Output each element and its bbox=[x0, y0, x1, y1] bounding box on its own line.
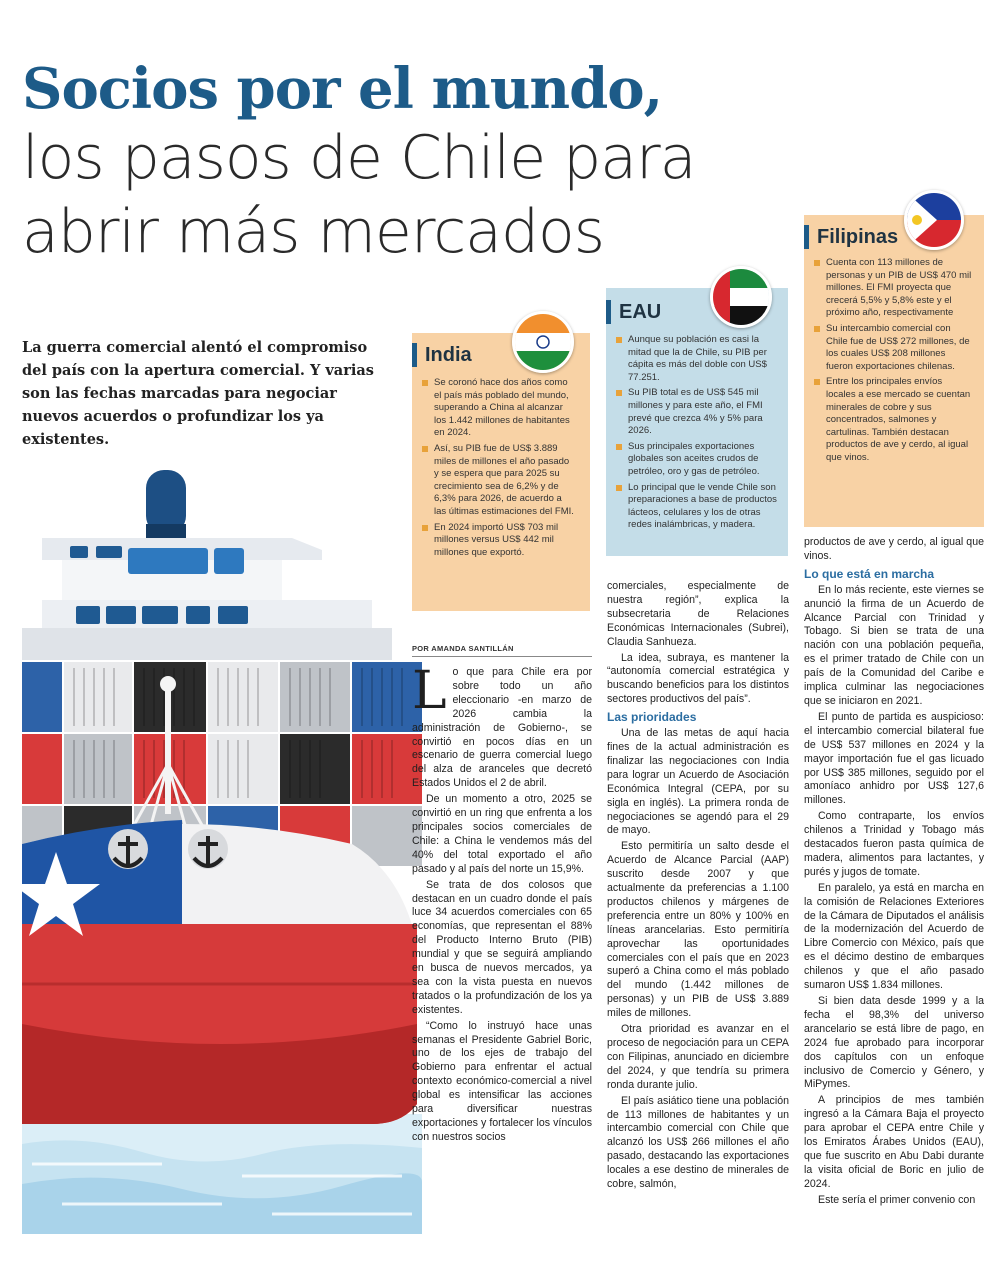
list-item: Su intercambio comercial con Chile fue de US$ 272 millones, de los cuales US$ 208 millones fueron exportaciones chilenas. bbox=[808, 323, 972, 373]
article-column-2 bbox=[607, 580, 789, 1194]
eau-box bbox=[606, 288, 788, 556]
article-column-1: Lo que para Chile era por sobre todo un año eleccionario -en marzo de 2026 cambia la administración de Gobierno-, se convirtió en pocos días en un escenario de guerra comercial luego del alza de aranceles que decretó Estados Unidos el 2 de abril. De un momento a otro, 2025 se convirtió en un ring que enfrenta a los principales socios comerciales de Chile: a China le vendemos más del 40% del total exportado el año pasado y al país del norte un 15,9%. Se trata de dos colosos que destacan en un cuadro donde el país luce 34 acuerdos comerciales con 65 economías, que representan el 88% del Producto Interno Bruto (PIB) mundial y que se seguirá ampliando en busca de nuevos mercados, ya sea con la vista puesta en nuevos tratados o la profundización de los ya existentes. “Como lo instruyó hace unas semanas el Presidente Gabriel Boric, uno de los ejes de trabajo del Gobierno para enfrentar el actual contexto económico-comercial a nivel global es intensificar las acciones para diversificar nuestras exportaciones y fortalecer los vínculos con nuestros socios bbox=[412, 661, 592, 1143]
list-item: Entre los principales envíos locales a ese mercado se cuentan minerales de cobre y sus concentrados, salmones y cartulinas. También destacan productos de ave y cerdo, al igual que vinos. bbox=[808, 376, 972, 464]
paragraph: En lo más reciente, este viernes se anunció la firma de un Acuerdo de Alcance Parcial con Trinidad y Tobago. Si bien se trata de una nación con una población pequeña, es el primer tratado de Chile con un país de la Comunidad del Caribe e implica culminar las negociaciones que se iniciaron en 2021. bbox=[804, 583, 984, 707]
paragraph: Como contraparte, los envíos chilenos a Trinidad y Tobago más destacados fueron pasta química de madera, alimentos para lactantes, y purés y jugos de tomate. bbox=[804, 810, 984, 878]
india-box bbox=[412, 333, 590, 611]
lead-paragraph: La guerra comercial alentó el compromiso del país con la apertura comercial. Y varias son las fechas marcadas para negociar nuevos acuerdos o profundizar los ya existentes. bbox=[22, 339, 374, 448]
paragraph: En paralelo, ya está en marcha en la comisión de Relaciones Exteriores de la Cámara de Diputados el análisis de la modernización del Acuerdo de Libre Comercio con México, país que es el décimo destino de embarques chilenos y que el año pasado sumaron US$ 1.834 millones. bbox=[804, 881, 984, 992]
byline: POR AMANDA SANTILLÁN bbox=[412, 644, 514, 653]
drop-cap: L bbox=[412, 661, 447, 721]
list-item: Se coronó hace dos años como el país más poblado del mundo, superando a China al alcanzar los 1.442 millones de habitantes en 2024. bbox=[416, 377, 576, 440]
list-item: Lo principal que le vende Chile son preparaciones a base de productos lácteos, celulares y los de otras redes inalámbricas, y madera. bbox=[610, 482, 778, 532]
paragraph: “Como lo instruyó hace unas semanas el Presidente Gabriel Boric, uno de los ejes de trabajo del Gobierno para enfrentar el actual contexto económico-comercial a nivel global es intensificar las acciones para diversificar nuestras exportaciones y fortalecer los vínculos con nuestros socios bbox=[412, 1019, 592, 1143]
paragraph: Se trata de dos colosos que destacan en un cuadro donde el país luce 34 acuerdos comerciales con 65 economías, que representan el 88% del Producto Interno Bruto (PIB) mundial y que se seguirá ampliando en busca de nuevos mercados, ya sea con la vista puesta en nuevos tratados o la profundización de los ya existentes. bbox=[412, 878, 592, 1016]
paragraph: El país asiático tiene una población de 113 millones de habitantes y un intercambio comercial con Chile que alcanzó los US$ 266 millones el año pasado, destacando las exportaciones locales a ese destino de minerales de cobre, salmón, bbox=[607, 1094, 789, 1191]
subhead-prioridades: Las prioridades bbox=[607, 710, 697, 725]
list-item: Así, su PIB fue de US$ 3.889 miles de millones el año pasado y se espera que para 2025 su crecimiento sea de 6,2% y de 6,3% para 2026, de acuerdo a las últimas estimaciones del FMI. bbox=[416, 443, 576, 519]
headline-line-1: Socios por el mundo, bbox=[22, 56, 663, 122]
eau-list bbox=[610, 334, 778, 535]
list-item: Aunque su población es casi la mitad que la de Chile, su PIB per cápita es más del doble con US$ 77.251. bbox=[610, 334, 778, 384]
india-title: India bbox=[412, 343, 472, 367]
filipinas-list bbox=[808, 257, 972, 468]
paragraph: El punto de partida es auspicioso: el intercambio comercial bilateral fue de US$ 537 millones en 2024 y la mayor importación fue el gas licuado por US$ 385 millones, seguido por el amoníaco anhidro por US$ 127,6 millones. bbox=[804, 710, 984, 807]
paragraph: Si bien data desde 1999 y a la fecha el 98,3% del universo arancelario se está libre de pago, en 2024 fue aprobado para incorporar dos capítulos con un enfoque inclusivo de Comercio y Género, y MiPymes. bbox=[804, 995, 984, 1091]
eau-title: EAU bbox=[606, 300, 661, 324]
list-item: Su PIB total es de US$ 545 mil millones y para este año, el FMI prevé que crezca 4% y 5% para 2026. bbox=[610, 387, 778, 437]
paragraph: La idea, subraya, es mantener la “autonomía comercial estratégica y buscando beneficios para los distintos sectores productivos del país”. bbox=[607, 651, 789, 706]
philippines-flag-icon bbox=[904, 190, 964, 250]
india-flag-icon bbox=[512, 311, 574, 373]
paragraph: comerciales, especialmente de nuestra región”, explica la subsecretaria de Relaciones Económicas Internacionales (Subrei), Claudia Sanhueza. bbox=[607, 580, 789, 648]
filipinas-box bbox=[804, 215, 984, 527]
list-item: Cuenta con 113 millones de personas y un PIB de US$ 470 mil millones. El FMI proyecta que crecerá 5,5% y 5,8% este y el próximo año, respectivamente bbox=[808, 257, 972, 320]
headline-line-3: abrir más mercados bbox=[22, 197, 604, 267]
paragraph: Una de las metas de aquí hacia fines de la actual administración es finalizar las negociaciones con India para lograr un Acuerdo de Asociación Económica Integral (CEPA, por su sigla en inglés). La primera ronda de negociaciones se agendó para el 29 de mayo. bbox=[607, 727, 789, 837]
headline-line-2: los pasos de Chile para bbox=[22, 123, 696, 193]
ship-illustration bbox=[22, 464, 422, 1234]
india-list bbox=[416, 377, 576, 562]
paragraph: productos de ave y cerdo, al igual que vinos. bbox=[804, 536, 984, 562]
list-item: En 2024 importó US$ 703 mil millones versus US$ 442 mil millones que exportó. bbox=[416, 522, 576, 560]
paragraph: Este sería el primer convenio con bbox=[818, 1193, 976, 1206]
list-item: Sus principales exportaciones globales son aceites crudos de petróleo, oro y gas de petróleo. bbox=[610, 441, 778, 479]
paragraph: Otra prioridad es avanzar en el proceso de negociación para un CEPA con Filipinas, anunciado en diciembre del 2024, y que tendría su primera ronda durante julio. bbox=[607, 1023, 789, 1091]
subhead-en-marcha: Lo que está en marcha bbox=[804, 566, 935, 581]
uae-flag-icon bbox=[710, 266, 772, 328]
paragraph: A principios de mes también ingresó a la Cámara Baja el proyecto para aprobar el CEPA entre Chile y los Emiratos Árabes Unidos (EAU), que fue suscrito en Abu Dabi durante la visita oficial de Boric en julio de 2024. bbox=[804, 1094, 984, 1190]
article-column-3 bbox=[804, 536, 984, 1210]
paragraph: Esto permitiría un salto desde el Acuerdo de Alcance Parcial (AAP) suscrito desde 2007 y que actualmente da preferencias a 1.100 productos chilenos y márgenes de preferencia entre un 80% y 100% en líneas arancelarias. Esto permitiría aprovechar las oportunidades comerciales con el país que en 2023 superó a China como el más poblado del mundo (1.442 millones de personas) y un PIB de US$ 3.889 miles de millones. bbox=[607, 840, 789, 1020]
paragraph: De un momento a otro, 2025 se convirtió en un ring que enfrenta a los principales socios comerciales de Chile: a China le vendemos más del 40% del total exportado el año pasado y al país del norte un 15,9%. bbox=[412, 793, 592, 875]
filipinas-title: Filipinas bbox=[804, 225, 898, 249]
byline-rule bbox=[412, 656, 592, 657]
